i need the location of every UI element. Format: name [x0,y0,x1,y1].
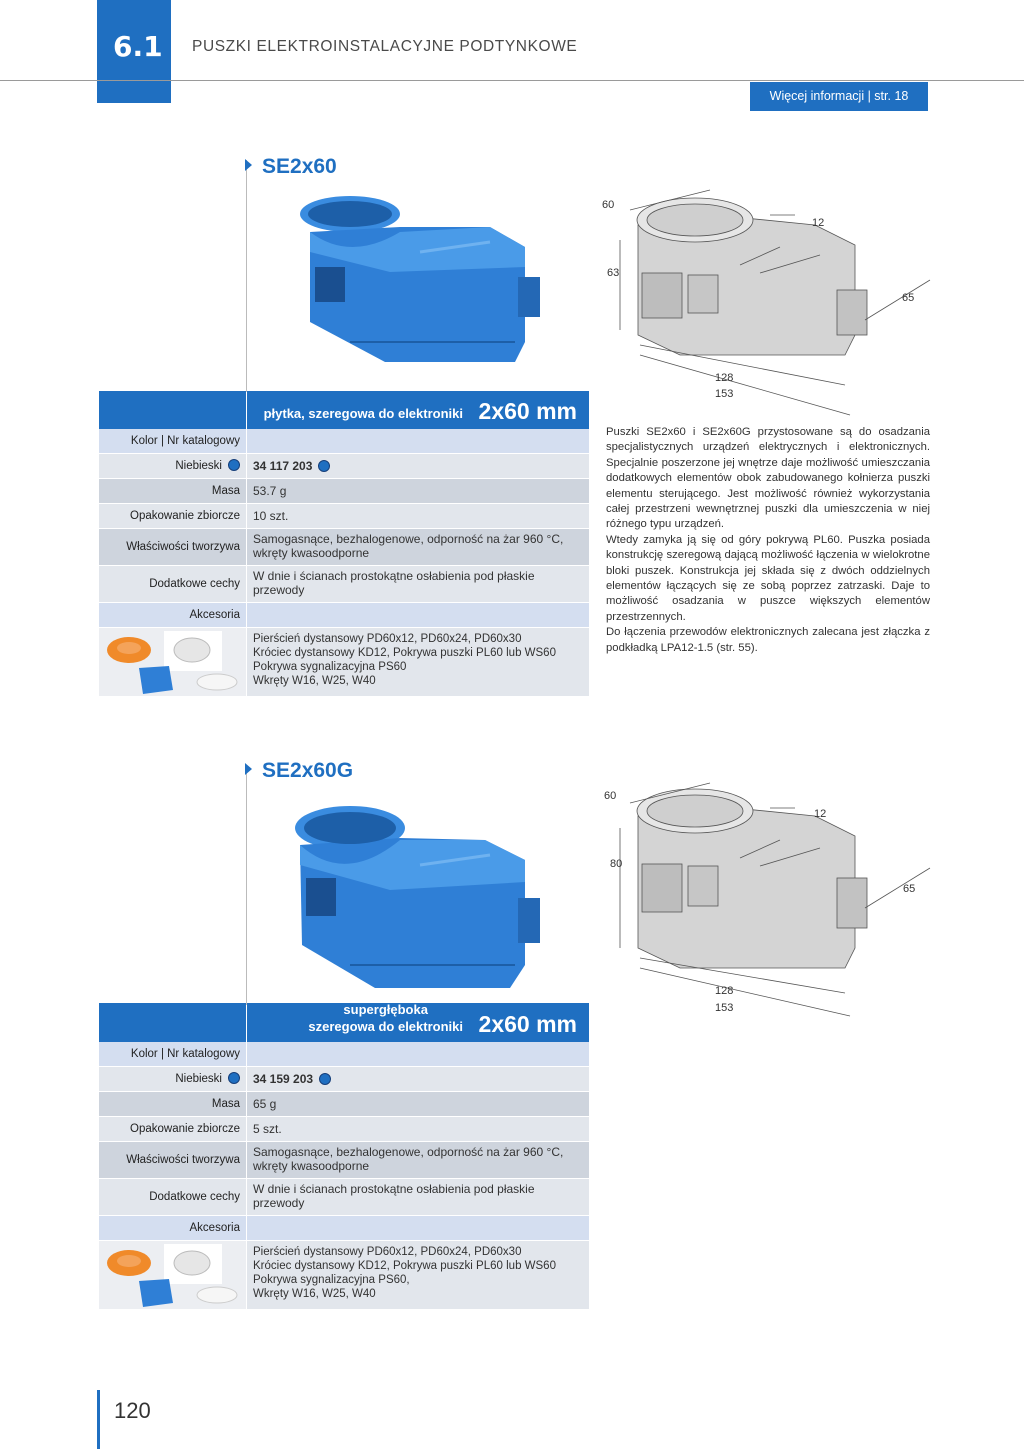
page-number-bar [97,1390,100,1449]
spec-subtitle: płytka, szeregowa do elektroniki [263,406,463,421]
dimension-label: 65 [903,883,916,895]
dimension-label: 12 [814,808,827,820]
color-swatch-icon [319,1073,331,1085]
table-row: Dodatkowe cechy W dnie i ścianach prostokątne osłabienia pod płaskie przewody [99,566,589,603]
table-row: Dodatkowe cechy W dnie i ścianach prostokątne osłabienia pod płaskie przewody [99,1179,589,1216]
table-row: Właściwości tworzywa Samogasnące, bezhalogenowe, odporność na żar 960 °C, wkręty kwasoodporne [99,1142,589,1179]
table-row: Opakowanie zbiorcze 10 szt. [99,504,589,529]
table-row: Kolor | Nr katalogowy [99,1042,589,1067]
page-title: PUSZKI ELEKTROINSTALACYJNE PODTYNKOWE [192,38,578,55]
technical-drawing [590,185,935,420]
dimension-label: 60 [602,199,615,211]
table-row: Niebieski 34 117 203 [99,454,589,479]
accessories-image [99,628,246,696]
dimension-label: 153 [715,1002,734,1014]
product-photo [280,800,545,990]
color-swatch-icon [228,1072,240,1084]
divider-line [246,765,247,1005]
spec-size: 2x60 mm [478,398,577,424]
table-row: Opakowanie zbiorcze 5 szt. [99,1117,589,1142]
dimension-label: 80 [610,858,623,870]
product-description: Puszki SE2x60 i SE2x60G przystosowane są do osadzania specjalistycznych urządzeń elektrycznych i elektronicznych. Specjalnie poszerzone jej wnętrze daje możliwość umieszczania dodatkowych elementów obok zabudowanego kołnierza puszki elementu sterującego. Jest możliwość również wykorzystania całej przestrzeni wewnętrznej puszki dla umieszczenia w niej różnego typu urządzeń. Wtedy zamyka ją się od góry pokrywą PL60. Puszka posiada konstrukcję szeregową dającą możliwość łączenia w wielokrotne bloki puszek. Konstrukcja jej składa się z dwóch oddzielnych elementów łączących się ze sobą poprzez zatrzaski. Daje to możliwość osadzania w puszce większych elementów przestrzennych. Do łączenia przewodów elektronicznych zalecana jest złączka z podkładką LPA12-1.5 (str. 55). [606,426,930,654]
arrow-icon [245,159,252,171]
dimension-label: 60 [604,790,617,802]
arrow-icon [245,763,252,775]
dimension-label: 128 [715,985,734,997]
table-row: Masa 65 g [99,1092,589,1117]
divider-line [246,160,247,392]
accessories-image [99,1241,246,1309]
spec-size: 2x60 mm [478,1011,577,1037]
table-row: Właściwości tworzywa Samogasnące, bezhalogenowe, odporność na żar 960 °C, wkręty kwasoodporne [99,529,589,566]
spec-header [99,1003,589,1042]
section-number: 6.1 [113,30,163,63]
spec-header [99,391,589,429]
dimension-label: 63 [607,267,620,279]
dimension-label: 128 [715,372,734,384]
page-number: 120 [114,1398,151,1423]
header-divider [0,80,1024,81]
table-row: Pierścień dystansowy PD60x12, PD60x24, PD60x30 Króciec dystansowy KD12, Pokrywa puszki PL60 lub WS60 Pokrywa sygnalizacyjna PS60, Wkręty W16, W25, W40 [99,1241,589,1310]
product-title: SE2x60 [245,155,337,179]
table-row: Pierścień dystansowy PD60x12, PD60x24, PD60x30 Króciec dystansowy KD12, Pokrywa puszki PL60 lub WS60 Pokrywa sygnalizacyjna PS60 Wkręty W16, W25, W40 [99,628,589,697]
dimension-label: 153 [715,388,734,400]
spec-subtitle: supergłęboka szeregowa do elektroniki [308,1002,463,1034]
spec-table [99,1003,589,1310]
color-swatch-icon [228,459,240,471]
table-row: Niebieski 34 159 203 [99,1067,589,1092]
table-row: Masa 53.7 g [99,479,589,504]
technical-drawing [590,778,935,1018]
spec-table [99,391,589,697]
table-row: Kolor | Nr katalogowy [99,429,589,454]
product-title: SE2x60G [245,759,353,783]
more-info-link[interactable]: Więcej informacji | str. 18 [750,82,928,111]
dimension-label: 65 [902,292,915,304]
table-row: Akcesoria [99,603,589,628]
color-swatch-icon [318,460,330,472]
dimension-label: 12 [812,217,825,229]
table-row: Akcesoria [99,1216,589,1241]
product-photo [290,192,545,367]
